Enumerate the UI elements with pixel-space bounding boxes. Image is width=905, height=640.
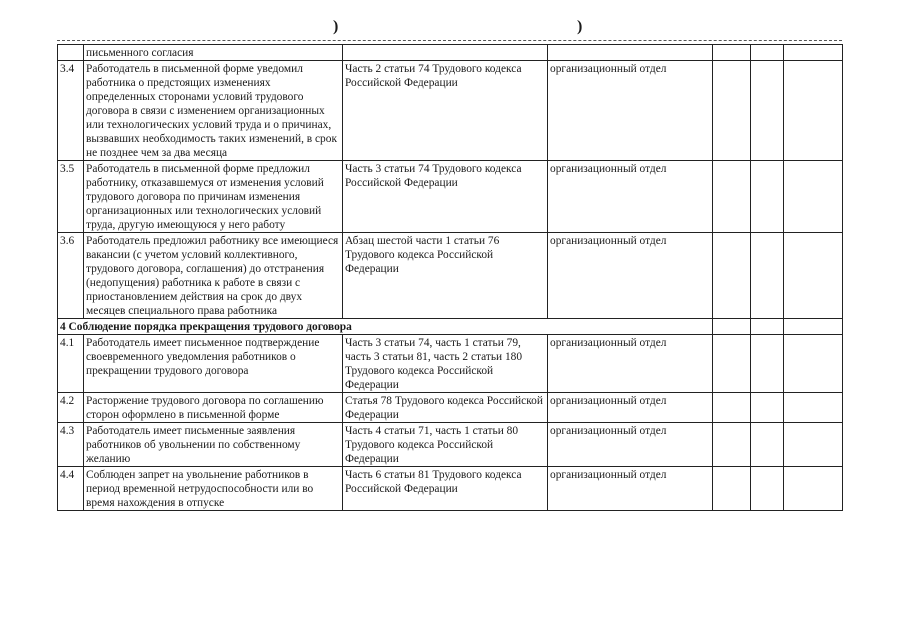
mark-cell	[713, 319, 751, 335]
requirement-cell: Работодатель предложил работнику все имеющиеся вакансии (с учетом условий коллективного, трудового договора, соглашения) до отстранения (недопущения) работника к работе в связи с приостановлением действия на срок до двух месяцев специального права работника	[84, 233, 343, 319]
mark-cell	[784, 319, 843, 335]
mark-cell	[784, 335, 843, 393]
table-row	[58, 393, 843, 423]
basis-cell: Часть 6 статьи 81 Трудового кодекса Российской Федерации	[343, 467, 548, 511]
basis-cell: Часть 3 статьи 74 Трудового кодекса Российской Федерации	[343, 161, 548, 233]
section-title: 4 Соблюдение порядка прекращения трудового договора	[58, 319, 713, 335]
item-number: 4.3	[58, 423, 84, 467]
mark-cell	[713, 45, 751, 61]
item-number: 3.4	[58, 61, 84, 161]
item-number: 4.1	[58, 335, 84, 393]
header-mark-right: )	[577, 18, 583, 35]
mark-cell	[784, 161, 843, 233]
checklist-table	[57, 44, 843, 511]
item-number: 3.6	[58, 233, 84, 319]
requirement-cell: Работодатель имеет письменное подтверждение своевременного уведомления работников о прекращении трудового договора	[84, 335, 343, 393]
item-number	[58, 45, 84, 61]
mark-cell	[784, 393, 843, 423]
basis-cell: Часть 4 статьи 71, часть 1 статьи 80 Трудового кодекса Российской Федерации	[343, 423, 548, 467]
responsible-cell: организационный отдел	[548, 423, 713, 467]
table-row	[58, 161, 843, 233]
mark-cell	[713, 423, 751, 467]
requirement-cell: Работодатель в письменной форме уведомил работника о предстоящих изменениях определенных сторонами условий трудового договора в связи с изменением организационных или технологических условий труда и о причинах, вызвавших необходимость таких изменений, в срок не позднее чем за два месяца	[84, 61, 343, 161]
table-row	[58, 61, 843, 161]
requirement-cell: Работодатель имеет письменные заявления работников об увольнении по собственному желанию	[84, 423, 343, 467]
requirement-cell: письменного согласия	[84, 45, 343, 61]
item-number: 3.5	[58, 161, 84, 233]
mark-cell	[784, 45, 843, 61]
basis-cell: Абзац шестой части 1 статьи 76 Трудового кодекса Российской Федерации	[343, 233, 548, 319]
requirement-cell: Работодатель в письменной форме предложил работнику, отказавшемуся от изменения условий трудового договора по причинам изменения организационных или технологических условий труда, другую имеющуюся у него работу	[84, 161, 343, 233]
requirement-cell: Расторжение трудового договора по соглашению сторон оформлено в письменной форме	[84, 393, 343, 423]
basis-cell: Статья 78 Трудового кодекса Российской Федерации	[343, 393, 548, 423]
table-row	[58, 423, 843, 467]
mark-cell	[713, 335, 751, 393]
basis-cell	[343, 45, 548, 61]
responsible-cell: организационный отдел	[548, 335, 713, 393]
mark-cell	[784, 467, 843, 511]
mark-cell	[751, 61, 784, 161]
responsible-cell: организационный отдел	[548, 233, 713, 319]
section-row	[58, 319, 843, 335]
responsible-cell: организационный отдел	[548, 467, 713, 511]
header-mark-left: )	[333, 18, 339, 35]
header-rule	[57, 40, 842, 41]
mark-cell	[751, 393, 784, 423]
requirement-cell: Соблюден запрет на увольнение работников в период временной нетрудоспособности или во время нахождения в отпуске	[84, 467, 343, 511]
responsible-cell: организационный отдел	[548, 61, 713, 161]
table-row	[58, 233, 843, 319]
table-row	[58, 335, 843, 393]
mark-cell	[784, 423, 843, 467]
table-row	[58, 45, 843, 61]
table-row	[58, 467, 843, 511]
mark-cell	[784, 61, 843, 161]
basis-cell: Часть 2 статьи 74 Трудового кодекса Российской Федерации	[343, 61, 548, 161]
mark-cell	[784, 233, 843, 319]
responsible-cell: организационный отдел	[548, 161, 713, 233]
mark-cell	[751, 319, 784, 335]
mark-cell	[751, 45, 784, 61]
item-number: 4.4	[58, 467, 84, 511]
mark-cell	[713, 467, 751, 511]
mark-cell	[713, 393, 751, 423]
mark-cell	[751, 161, 784, 233]
mark-cell	[751, 423, 784, 467]
mark-cell	[713, 161, 751, 233]
mark-cell	[751, 335, 784, 393]
mark-cell	[751, 467, 784, 511]
responsible-cell: организационный отдел	[548, 393, 713, 423]
mark-cell	[751, 233, 784, 319]
mark-cell	[713, 233, 751, 319]
basis-cell: Часть 3 статьи 74, часть 1 статьи 79, часть 3 статьи 81, часть 2 статьи 180 Трудового кодекса Российской Федерации	[343, 335, 548, 393]
mark-cell	[713, 61, 751, 161]
item-number: 4.2	[58, 393, 84, 423]
responsible-cell	[548, 45, 713, 61]
